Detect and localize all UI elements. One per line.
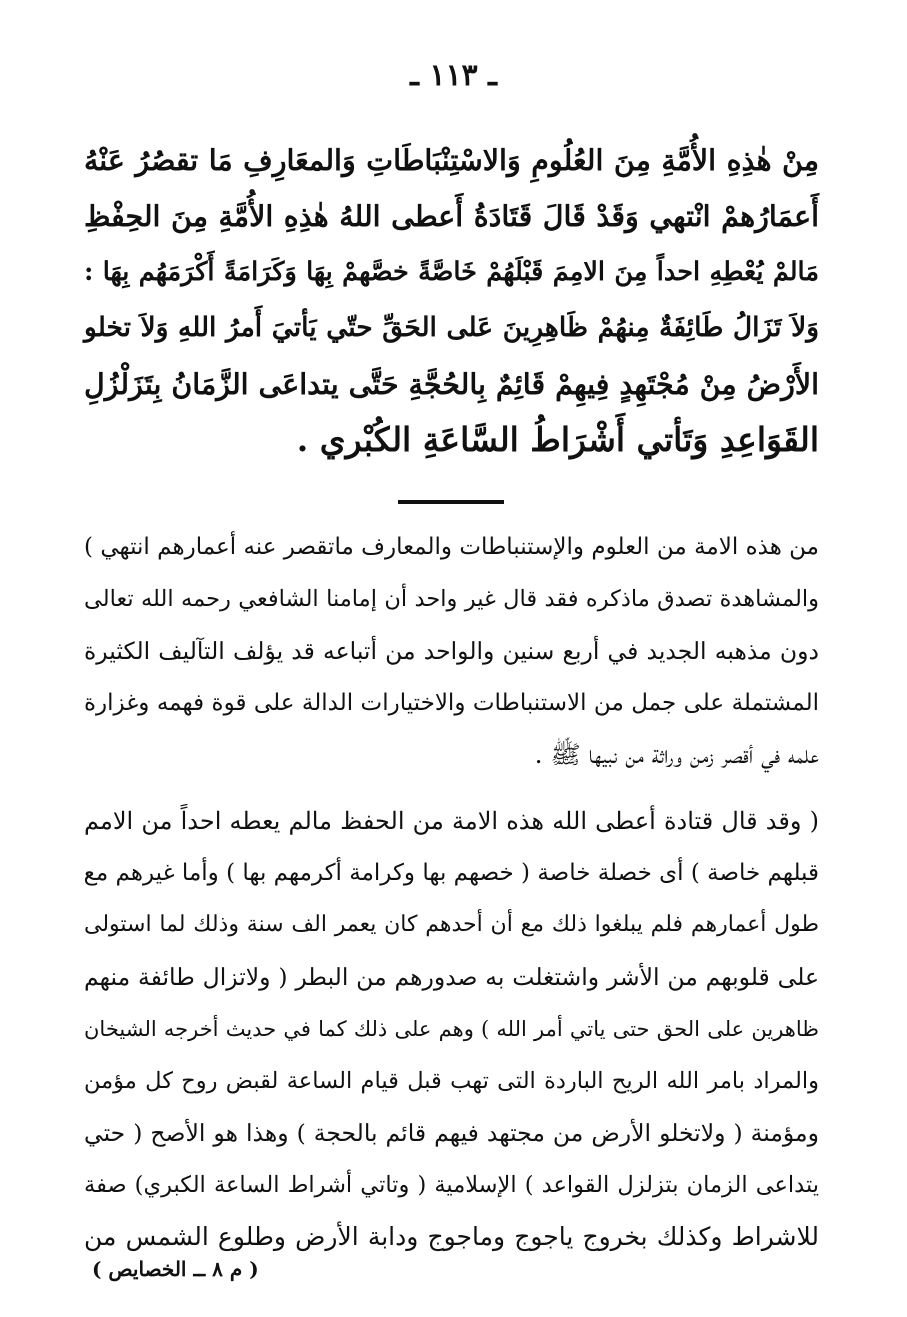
main-text-line: مِنْ هٰذِهِ الأُمَّةِ مِنَ العُلُومِ وَالاسْتِنْبَاطَاتِ وَالمعَارِفِ مَا تقصُرُ عَنْهُ (84, 143, 819, 177)
commentary-line: يتداعى الزمان بتزلزل القواعد ) الإسلامية ( وتاتي أشراط الساعة الكبري) صفة (84, 1172, 819, 1198)
commentary-line: ومؤمنة ( ولاتخلو الأرض من مجتهد فيهم قائم بالحجة ) وهذا هو الأصح ( حتي (84, 1119, 819, 1147)
footer-signature: ( م ٨ ــ الخصايص ) (92, 1257, 259, 1281)
commentary-line: والمراد بامر الله الريح الباردة التى تهب قبل قيام الساعة لقبض روح كل مؤمن (84, 1068, 819, 1094)
page-number: ـ ١١٣ ـ (410, 58, 497, 93)
commentary-line: طول أعمارهم فلم يبلغوا ذلك مع أن أحدهم كان يعمر الف سنة وذلك لما استولى (84, 912, 819, 937)
commentary-paragraph-1 (84, 521, 819, 781)
commentary-line: المشتملة على جمل من الاستنباطات والاختيارات الدالة على قوة فهمه وغزارة (84, 690, 819, 716)
commentary-paragraph-2 (84, 795, 819, 1263)
main-text-line: القَوَاعِدِ وَتَأتي أَشْرَاطُ السَّاعَةِ الكُبْري . (296, 420, 819, 459)
commentary-line: دون مذهبه الجديد في أربع سنين والواحد من أتباعه قد يؤلف التآليف الكثيرة (84, 637, 819, 665)
main-text-line: الأَرْضُ مِنْ مُجْتَهِدٍ فِيهِمْ قَائِمٌ بِالحُجَّةِ حَتَّى يتداعَى الزَّمَانُ بِتَزَلْزُلِ (84, 367, 819, 401)
main-text-block (84, 132, 819, 468)
commentary-line: للاشراط وكذلك بخروج ياجوج وماجوج ودابة الأرض وطلوع الشمس من (84, 1222, 819, 1251)
commentary-line: على قلوبهم من الأشر واشتغلت به صدورهم من البطر ( ولاتزال طائفة منهم (84, 963, 819, 991)
main-text-line: أَعمَارُهمْ انْتهي وَقَدْ قَالَ قَتَادَةُ أَعطى اللهُ هٰذِهِ الأُمَّةِ مِنَ الحِفْظِ (84, 199, 819, 233)
commentary-line: قبلهم خاصة ) أى خصلة خاصة ( خصهم بها وكرامة أكرمهم بها ) وأما غيرهم مع (83, 860, 819, 886)
section-divider (398, 500, 504, 504)
commentary-line: ( وقد قال قتادة أعطى الله هذه الامة من الحفظ مالم يعطه احداً من الامم (84, 807, 819, 835)
commentary-line: علمه في أقصر زمن وراثة من نبيها ﷺ . (534, 740, 819, 769)
commentary-line: من هذه الامة من العلوم والإستنباطات والمعارف ماتقصر عنه أعمارهم انتهي ) (84, 534, 819, 560)
main-text-line: وَلاَ تَزَالُ طَائِفَةٌ مِنهُمْ ظَاهِرِينَ عَلى الحَقِّ حتّي يَأتيَ أَمرُ اللهِ وَلاَ تخلو (84, 312, 819, 343)
commentary-line: ظاهرين على الحق حتى ياتي أمر الله ) وهم على ذلك كما في حديث أخرجه الشيخان (84, 1017, 819, 1041)
main-text-line: مَالمْ يُعْطِهِ احداً مِنَ الامِمَ قَبْلَهُمْ خَاصَّةً خصَّهمْ بِهَا وَكَرَامَةً أَكْرَمَهُم بِهَا : (84, 257, 819, 287)
commentary-line: والمشاهدة تصدق ماذكره فقد قال غير واحد أن إمامنا الشافعي رحمه الله تعالى (84, 586, 819, 612)
